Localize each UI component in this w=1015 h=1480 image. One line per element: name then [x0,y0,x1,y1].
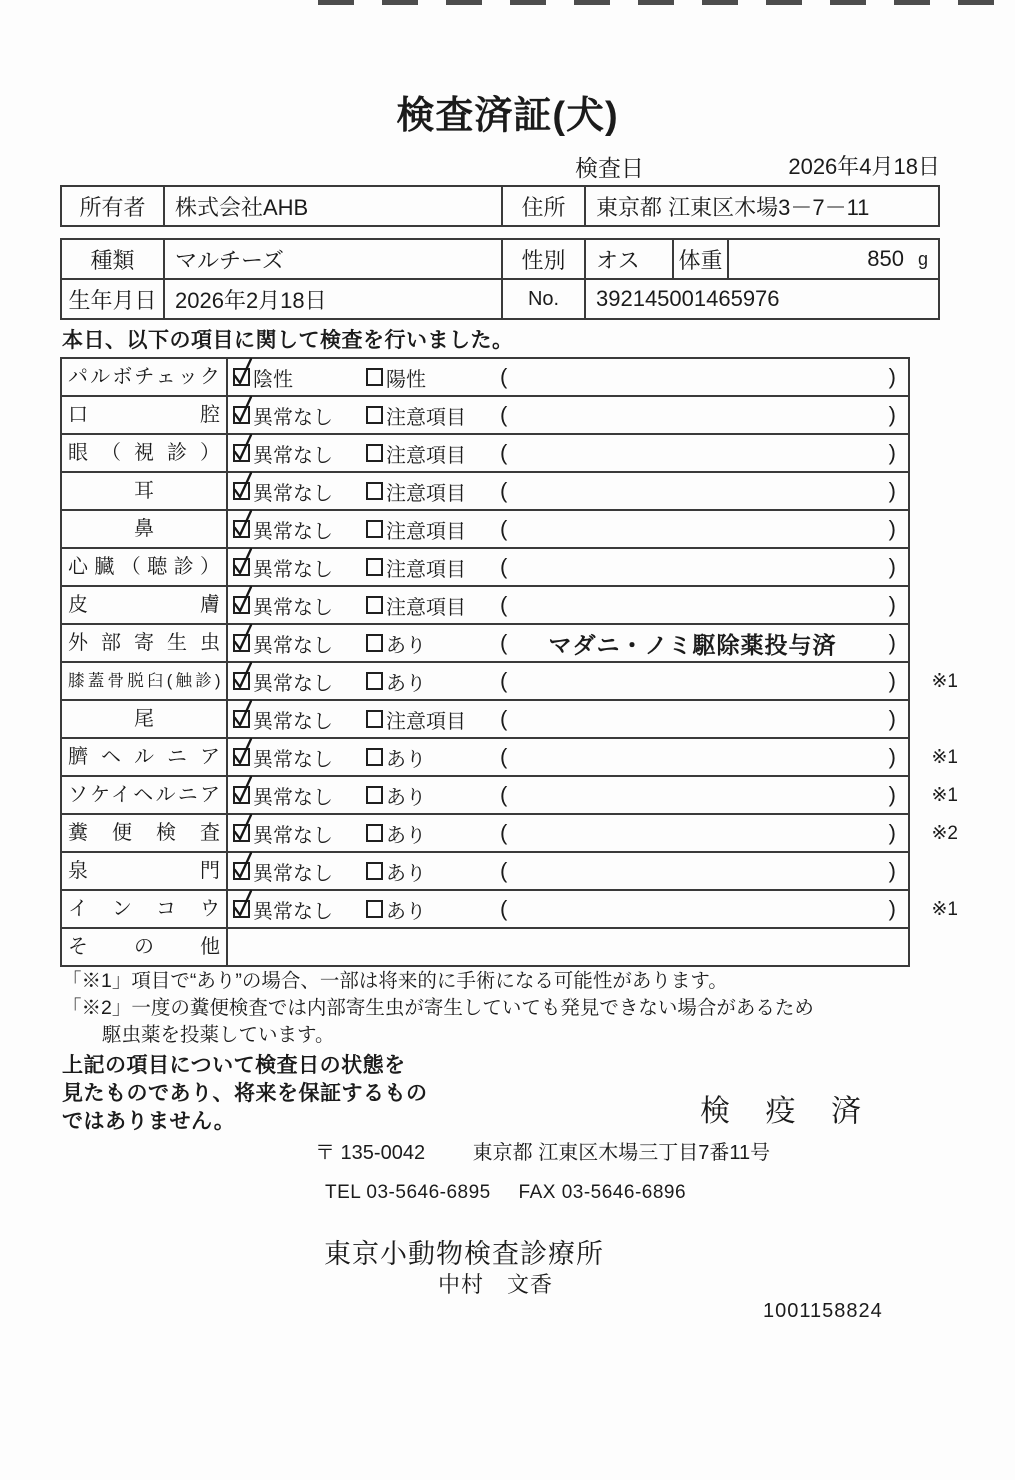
checklist-item-content [228,625,908,661]
checklist-item-content [228,397,908,433]
checklist-item-label: その他 [68,936,220,958]
reference-mark [912,359,958,395]
checklist-row [62,395,908,433]
checklist-item-label-cell [62,625,228,661]
checklist-item-label: 口腔 [68,404,220,426]
pet-info-row-1 [62,240,938,278]
reference-mark [912,511,958,547]
reference-mark [912,435,958,471]
checkbox-unchecked-icon [366,710,383,728]
paren-close: ) [888,516,896,541]
primary-option-label: 異常なし [253,520,333,543]
secondary-option-label: あり [386,824,426,847]
secondary-option [366,663,426,699]
footnotes [62,968,942,1049]
primary-option [233,397,333,433]
birthdate-value: 2026年2月18日 [165,280,503,318]
checklist-row [62,889,958,927]
secondary-option [366,739,426,775]
paren-close: ) [888,782,896,807]
inspection-date-label: 検査日 [575,155,644,181]
checkbox-unchecked-icon [366,482,383,500]
breed-value: マルチーズ [165,240,503,278]
checklist-row [62,851,908,889]
checkbox-unchecked-icon [366,862,383,880]
paren-close: ) [888,440,896,465]
owner-table [60,185,940,227]
secondary-option-label: 注意項目 [386,596,466,619]
checklist-item-content [228,815,908,851]
checklist-item-label-cell [62,587,228,623]
checkbox-unchecked-icon [366,786,383,804]
checklist-row [62,547,908,585]
owner-row [62,187,938,225]
inspection-date-value: 2026年4月18日 [788,154,940,179]
remark-text [523,473,862,509]
primary-option [233,625,333,661]
secondary-option [366,587,466,623]
checklist-item-label-cell [62,815,228,851]
checkbox-unchecked-icon [366,520,383,538]
checklist-item-label: 眼（視診） [68,442,220,464]
disclaimer [62,1052,428,1136]
checklist-row [62,813,958,851]
checklist-row [62,775,958,813]
remark-text [523,511,862,547]
remark-text [523,397,862,433]
paren-close: ) [888,554,896,579]
paren-close: ) [888,630,896,655]
secondary-option [366,397,466,433]
checklist-item-label: 耳 [134,480,154,502]
checklist-row [62,359,908,395]
remark-text [523,663,862,699]
checklist-item-label-cell [62,435,228,471]
checkbox-checked-icon [233,596,250,614]
address-value: 東京都 江東区木場3－7－11 [596,194,870,220]
primary-option [233,739,333,775]
checkbox-unchecked-icon [366,824,383,842]
primary-option-label: 異常なし [253,672,333,695]
secondary-option-label: あり [386,672,426,695]
checkbox-checked-icon [233,824,250,842]
checklist-row [62,471,908,509]
postal-code: 〒 135-0042 [315,1142,426,1164]
birthdate-label: 生年月日 [62,280,165,318]
reference-mark [912,473,958,509]
checkbox-checked-icon [233,368,250,386]
checkbox-checked-icon [233,406,250,424]
remark-text [523,587,862,623]
checklist-item-label: 外部寄生虫 [68,632,220,654]
scan-artifact-line [318,0,1015,5]
weight-value-cell [729,240,938,278]
disclaimer-line-1: 上記の項目について検査日の状態を [62,1054,406,1077]
paren-open: ( [500,896,508,921]
checklist-item-label-cell [62,701,228,737]
checklist-item-content [228,663,908,699]
reference-mark [912,625,958,661]
address-label: 住所 [503,187,586,225]
checkbox-unchecked-icon [366,748,383,766]
checkbox-checked-icon [233,786,250,804]
checklist-item-label-cell [62,397,228,433]
secondary-option-label: あり [386,786,426,809]
secondary-option [366,473,466,509]
checkbox-checked-icon [233,482,250,500]
primary-option [233,359,293,395]
checklist-row [62,585,908,623]
sex-value: オス [586,240,674,278]
primary-option [233,473,333,509]
checkbox-checked-icon [233,634,250,652]
checklist-item-label: 心臓（聴診） [68,556,220,578]
reference-mark: ※1 [931,746,958,768]
clinic-fax: FAX 03-5646-6896 [518,1182,687,1203]
secondary-option-label: 注意項目 [386,520,466,543]
primary-option-label: 異常なし [253,558,333,581]
serial-number: 1001158824 [763,1300,883,1322]
disclaimer-line-2: 見たものであり、将来を保証するもの [62,1082,428,1105]
paren-open: ( [500,402,508,427]
checklist-item-label: 鼻 [134,518,154,540]
checklist-item-label-cell [62,929,228,965]
primary-option [233,435,333,471]
remark-text [523,701,862,737]
clinic-tel: TEL 03-5646-6895 [325,1182,491,1203]
paren-open: ( [500,744,508,769]
reference-mark [912,397,958,433]
primary-option [233,511,333,547]
clinic-name: 東京小動物検査診療所 [324,1239,604,1269]
checkbox-checked-icon [233,520,250,538]
primary-option [233,815,333,851]
checklist-item-content [228,739,908,775]
paren-close: ) [888,706,896,731]
paren-close: ) [888,896,896,921]
paren-close: ) [888,668,896,693]
checklist-item-content [228,587,908,623]
checklist-item-label: 泉門 [68,860,220,882]
checklist-item-label-cell [62,891,228,927]
owner-label: 所有者 [62,187,165,225]
secondary-option-label: 注意項目 [386,406,466,429]
checkbox-checked-icon [233,672,250,690]
checklist-item-content [228,549,908,585]
owner-value: 株式会社AHB [165,187,503,225]
checkbox-checked-icon [233,900,250,918]
checklist-item-label: 臍ヘルニア [68,746,220,768]
paren-open: ( [500,440,508,465]
paren-close: ) [888,364,896,389]
checkbox-unchecked-icon [366,406,383,424]
checklist-item-content [228,853,908,889]
remark-text [523,739,862,775]
primary-option [233,549,333,585]
checklist-row [62,433,908,471]
veterinarian-name: 中村 文香 [438,1272,554,1297]
checklist-item-label: 尾 [134,708,154,730]
secondary-option [366,359,426,395]
checkbox-checked-icon [233,748,250,766]
paren-open: ( [500,706,508,731]
intro-sentence: 本日、以下の項目に関して検査を行いました。 [62,329,514,352]
paren-open: ( [500,592,508,617]
primary-option [233,701,333,737]
primary-option [233,853,333,889]
checkbox-checked-icon [233,444,250,462]
weight-value: 850 [867,246,904,271]
primary-option-label: 異常なし [253,824,333,847]
primary-option-label: 異常なし [253,710,333,733]
checklist-table [60,357,958,967]
secondary-option [366,891,426,927]
checkbox-unchecked-icon [366,558,383,576]
paren-close: ) [888,402,896,427]
paren-open: ( [500,478,508,503]
primary-option-label: 異常なし [253,596,333,619]
secondary-option [366,701,466,737]
checklist-item-label-cell [62,473,228,509]
remark-text [523,891,862,927]
remark-text [523,359,862,395]
primary-option-label: 異常なし [253,862,333,885]
clinic-telfax-line [325,1182,686,1204]
remark-text [523,815,862,851]
primary-option-label: 異常なし [253,900,333,923]
secondary-option-label: 注意項目 [386,482,466,505]
secondary-option-label: あり [386,634,426,657]
checklist-row [62,661,958,699]
disclaimer-line-3: ではありません。 [62,1110,236,1133]
sex-label: 性別 [503,240,586,278]
secondary-option [366,853,426,889]
page-title: 検査済証(犬) [396,95,619,137]
footnote-2: 「※2」一度の糞便検査では内部寄生虫が寄生していても発見できない場合があるため [62,997,814,1019]
secondary-option [366,815,426,851]
checklist-row [62,509,908,547]
secondary-option [366,435,466,471]
checklist-item-label-cell [62,359,228,395]
primary-option-label: 異常なし [253,786,333,809]
checklist-item-label: パルボチェック [68,366,220,388]
paren-close: ) [888,478,896,503]
secondary-option-label: 注意項目 [386,558,466,581]
checkbox-checked-icon [233,558,250,576]
reference-mark [912,853,958,889]
checklist-item-content [228,359,908,395]
paren-open: ( [500,516,508,541]
secondary-option [366,625,426,661]
checklist-item-label-cell [62,511,228,547]
paren-close: ) [888,858,896,883]
weight-unit: g [917,248,928,269]
checklist-item-content [228,929,908,965]
secondary-option-label: あり [386,900,426,923]
secondary-option-label: あり [386,748,426,771]
secondary-option-label: 注意項目 [386,444,466,467]
primary-option-label: 異常なし [253,444,333,467]
secondary-option-label: あり [386,862,426,885]
paren-open: ( [500,630,508,655]
paren-open: ( [500,668,508,693]
reference-mark [912,929,958,965]
primary-option [233,891,333,927]
checklist-item-label: インコウ [68,898,220,920]
secondary-option [366,549,466,585]
paren-open: ( [500,554,508,579]
reference-mark: ※2 [931,822,958,844]
secondary-option [366,777,426,813]
quarantine-passed-stamp: 検 疫 済 [700,1095,875,1128]
secondary-option [366,511,466,547]
remark-text [523,549,862,585]
primary-option [233,587,333,623]
reference-mark: ※1 [931,898,958,920]
checklist-item-content [228,473,908,509]
checklist-row [62,737,958,775]
checklist-row [62,927,908,965]
clinic-postal-line [315,1136,770,1165]
checklist-item-label-cell [62,777,228,813]
checkbox-unchecked-icon [366,596,383,614]
checklist-item-label-cell [62,549,228,585]
paren-open: ( [500,820,508,845]
remark-text [523,777,862,813]
checklist-item-label: 膝蓋骨脱臼(触診) [68,671,220,690]
secondary-option-label: 注意項目 [386,710,466,733]
checkbox-unchecked-icon [366,672,383,690]
primary-option [233,663,333,699]
checklist-item-content [228,511,908,547]
remark-text: マダニ・ノミ駆除薬投与済 [548,631,837,658]
primary-option-label: 陰性 [253,368,293,391]
footnote-2-continued: 駆虫薬を投薬しています。 [102,1024,335,1046]
breed-label: 種類 [62,240,165,278]
footnote-1: 「※1」項目で“あり”の場合、一部は将来的に手術になる可能性があります。 [62,970,728,992]
reference-mark [912,587,958,623]
checklist-item-label: 皮膚 [68,594,220,616]
checkbox-checked-icon [233,710,250,728]
pet-info-row-2 [62,278,938,318]
reference-mark [912,701,958,737]
paren-open: ( [500,782,508,807]
checkbox-unchecked-icon [366,444,383,462]
checklist-item-label-cell [62,663,228,699]
paren-open: ( [500,858,508,883]
checklist-item-content [228,701,908,737]
checkbox-unchecked-icon [366,634,383,652]
paren-close: ) [888,820,896,845]
clinic-address: 東京都 江東区木場三丁目7番11号 [472,1142,771,1164]
primary-option-label: 異常なし [253,406,333,429]
paren-open: ( [500,364,508,389]
checkbox-unchecked-icon [366,368,383,386]
checklist-item-content [228,891,908,927]
checklist-item-label: ソケイヘルニア [68,784,220,806]
remark-text [523,435,862,471]
checkbox-unchecked-icon [366,900,383,918]
primary-option-label: 異常なし [253,634,333,657]
checkbox-checked-icon [233,862,250,880]
checklist-item-label: 糞便検査 [68,822,220,844]
primary-option-label: 異常なし [253,748,333,771]
reference-mark [912,549,958,585]
paren-close: ) [888,744,896,769]
secondary-option-label: 陽性 [386,368,426,391]
checklist-row [62,623,908,661]
no-value: 392145001465976 [596,286,780,311]
checklist-item-label-cell [62,853,228,889]
checklist-item-content [228,777,908,813]
weight-label: 体重 [674,240,729,278]
reference-mark: ※1 [931,784,958,806]
checklist-item-content [228,435,908,471]
pet-info-table [60,238,940,320]
checklist-item-label-cell [62,739,228,775]
primary-option-label: 異常なし [253,482,333,505]
checklist-row [62,699,908,737]
primary-option [233,777,333,813]
remark-text [523,853,862,889]
no-label: No. [503,280,586,318]
reference-mark: ※1 [931,670,958,692]
paren-close: ) [888,592,896,617]
